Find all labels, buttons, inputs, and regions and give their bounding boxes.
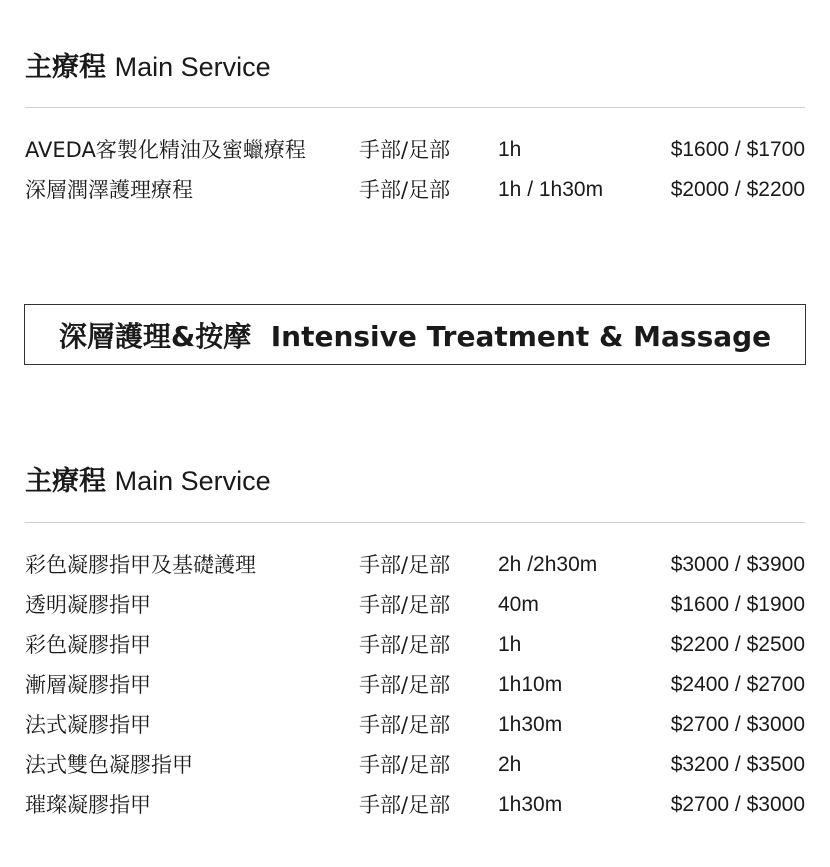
service-duration: 1h30m: [498, 793, 563, 816]
service-row: [25, 170, 805, 210]
service-row: [25, 745, 805, 785]
service-area: 手部/足部: [359, 633, 451, 657]
service-name: 深層潤澤護理療程: [25, 178, 193, 202]
service-area: 手部/足部: [359, 753, 451, 777]
service-area: 手部/足部: [359, 593, 451, 617]
service-name: AVEDA客製化精油及蜜蠟療程: [25, 138, 306, 162]
service-area: 手部/足部: [359, 673, 451, 697]
category-banner: [24, 304, 806, 365]
section-heading-zh: 主療程: [25, 52, 106, 83]
service-duration: 40m: [498, 593, 539, 616]
service-row: [25, 130, 805, 170]
service-price: $1600 / $1900: [670, 593, 805, 616]
section-heading-en: Main Service: [114, 52, 271, 82]
service-name: 漸層凝膠指甲: [25, 673, 151, 697]
service-price: $2200 / $2500: [670, 633, 805, 656]
service-row: [25, 785, 805, 825]
service-name: 法式雙色凝膠指甲: [25, 753, 193, 777]
service-area: 手部/足部: [359, 713, 451, 737]
service-price: $3200 / $3500: [670, 753, 805, 776]
service-name: 彩色凝膠指甲及基礎護理: [25, 553, 256, 577]
service-price: $2700 / $3000: [670, 793, 805, 816]
service-name: 璀璨凝膠指甲: [25, 793, 151, 817]
service-list: [25, 130, 805, 210]
service-area: 手部/足部: [359, 793, 451, 817]
service-area: 手部/足部: [359, 138, 451, 162]
section-heading-en: Main Service: [114, 466, 271, 496]
section-heading-zh: 主療程: [25, 466, 106, 497]
service-row: [25, 665, 805, 705]
service-name: 彩色凝膠指甲: [25, 633, 151, 657]
service-duration: 1h / 1h30m: [498, 178, 604, 201]
service-duration: 1h: [498, 138, 522, 161]
service-duration: 1h10m: [498, 673, 563, 696]
service-price: $3000 / $3900: [670, 553, 805, 576]
section-divider: [25, 522, 805, 523]
service-row: [25, 545, 805, 585]
service-price: $2700 / $3000: [670, 713, 805, 736]
service-price: $2000 / $2200: [670, 178, 805, 201]
category-banner-text: 深層護理&按摩 Intensive Treatment & Massage: [58, 319, 772, 353]
section-heading: [25, 50, 271, 85]
section-divider: [25, 107, 805, 108]
service-row: [25, 625, 805, 665]
service-price: $2400 / $2700: [670, 673, 805, 696]
service-name: 透明凝膠指甲: [25, 593, 151, 617]
service-area: 手部/足部: [359, 178, 451, 202]
section-heading: [25, 464, 271, 499]
service-list: [25, 545, 805, 825]
service-duration: 2h /2h30m: [498, 553, 598, 576]
service-price: $1600 / $1700: [670, 138, 805, 161]
service-duration: 1h30m: [498, 713, 563, 736]
service-duration: 1h: [498, 633, 522, 656]
service-duration: 2h: [498, 753, 522, 776]
service-row: [25, 585, 805, 625]
service-row: [25, 705, 805, 745]
service-name: 法式凝膠指甲: [25, 713, 151, 737]
service-area: 手部/足部: [359, 553, 451, 577]
